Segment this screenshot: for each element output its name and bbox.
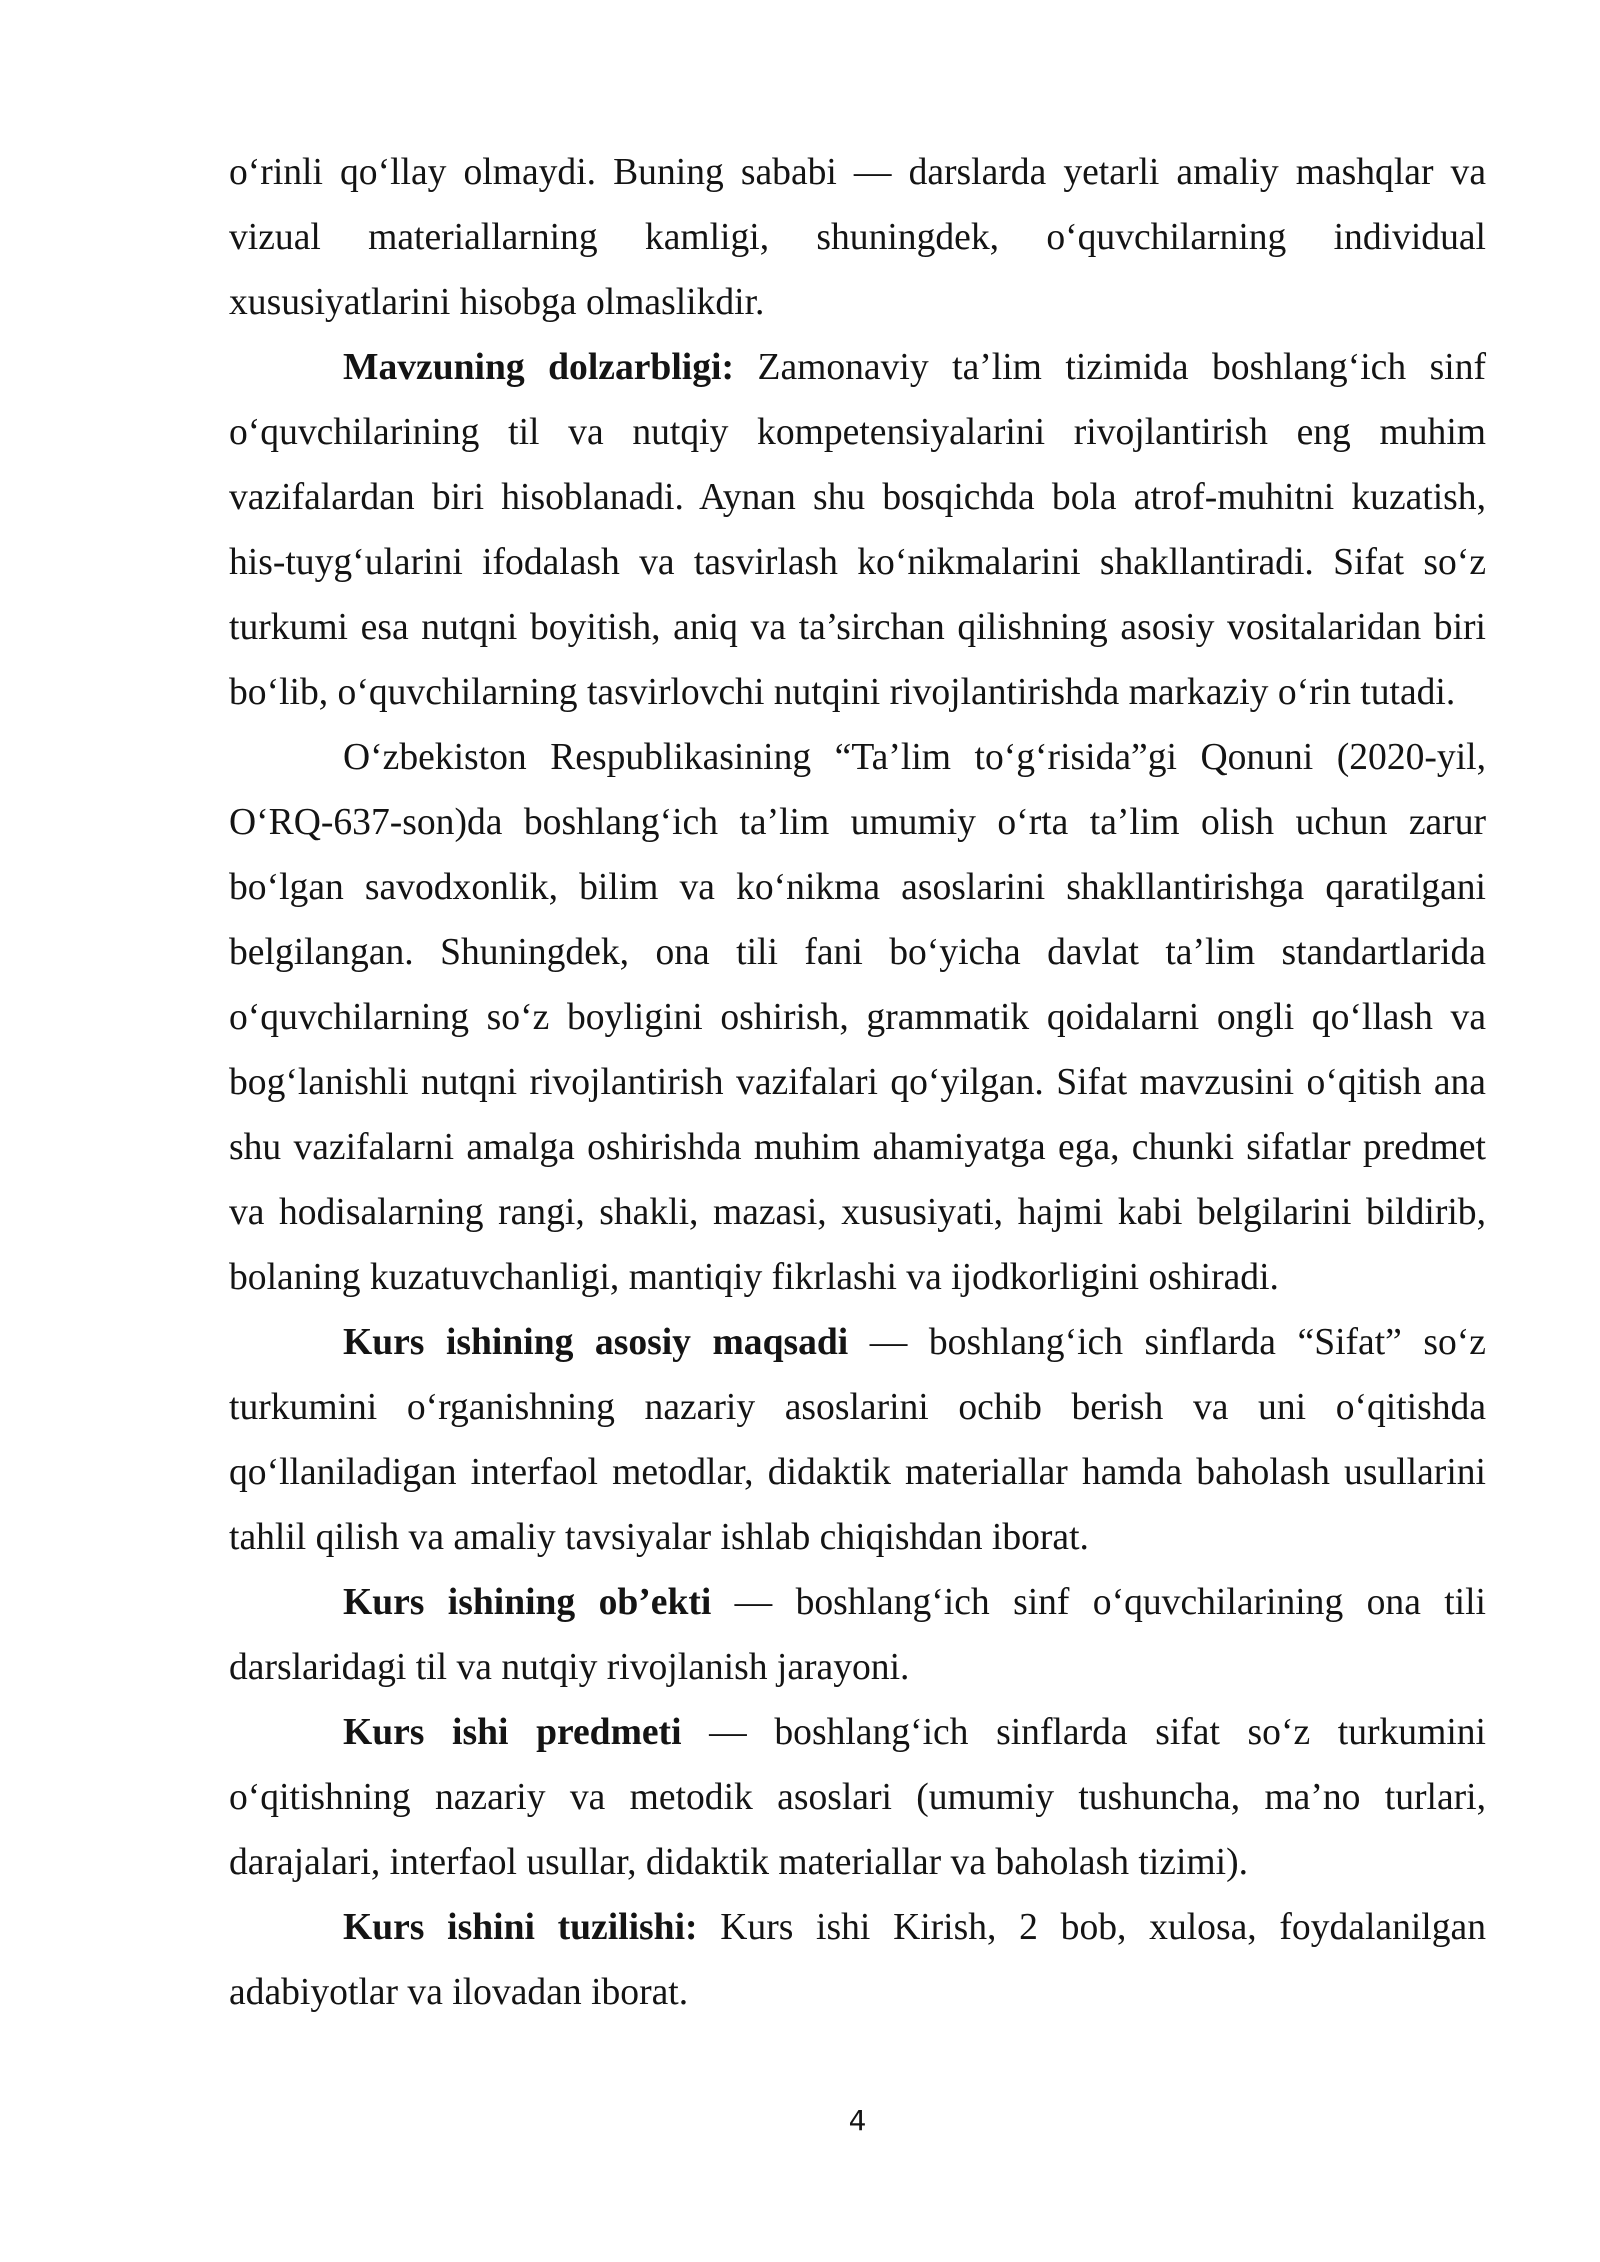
text-line: bo‘lgan savodxonlik, bilim va ko‘nikma asoslarini shakllantirishga qaratilgani	[229, 867, 1486, 908]
paragraph-main-goal	[229, 1310, 1486, 1570]
paragraph-lead-heading: Kurs ishi predmeti	[343, 1712, 682, 1753]
text-line: qo‘llaniladigan interfaol metodlar, didaktik materiallar hamda baholash usullarini	[229, 1452, 1486, 1493]
text-line	[229, 1700, 1486, 1765]
paragraph-structure	[229, 1895, 1486, 2025]
text-line: shu vazifalarni amalga oshirishda muhim ahamiyatga ega, chunki sifatlar predmet	[229, 1127, 1486, 1168]
text-line	[229, 335, 1486, 400]
text-line: O‘zbekiston Respublikasining “Ta’lim to‘g‘risida”gi Qonuni (2020-yil,	[343, 737, 1486, 778]
text-line: xususiyatlarini hisobga olmaslikdir.	[229, 282, 765, 323]
paragraph-object	[229, 1570, 1486, 1700]
text-line: darajalari, interfaol usullar, didaktik materiallar va baholash tizimi).	[229, 1842, 1248, 1883]
text-line: bog‘lanishli nutqni rivojlantirish vazifalari qo‘yilgan. Sifat mavzusini o‘qitish ana	[229, 1062, 1486, 1103]
text-line: darslaridagi til va nutqiy rivojlanish jarayoni.	[229, 1647, 910, 1688]
text-line: turkumini o‘rganishning nazariy asoslarini ochib berish va uni o‘qitishda	[229, 1387, 1486, 1428]
paragraph-lead-heading: Kurs ishining ob’ekti	[343, 1582, 712, 1623]
text-line	[229, 1570, 1486, 1635]
text-line: vazifalardan biri hisoblanadi. Aynan shu bosqichda bola atrof-muhitni kuzatish,	[229, 477, 1486, 518]
text-line: va hodisalarning rangi, shakli, mazasi, xususiyati, hajmi kabi belgilarini bildirib,	[229, 1192, 1486, 1233]
paragraph-lead-heading: Mavzuning dolzarbligi:	[343, 347, 734, 388]
paragraph-legal-basis	[229, 725, 1486, 1310]
text-line: belgilangan. Shuningdek, ona tili fani bo‘yicha davlat ta’lim standartlarida	[229, 932, 1486, 973]
text-line: bolaning kuzatuvchanligi, mantiqiy fikrlashi va ijodkorligini oshiradi.	[229, 1257, 1279, 1298]
text-line-content: — boshlang‘ich sinflarda “Sifat” so‘z	[869, 1322, 1486, 1363]
text-line: bo‘lib, o‘quvchilarning tasvirlovchi nutqini rivojlantirishda markaziy o‘rin tutadi.	[229, 672, 1456, 713]
text-line	[229, 1895, 1486, 1960]
paragraph-topic-relevance	[229, 335, 1486, 725]
text-line: o‘qitishning nazariy va metodik asoslari (umumiy tushuncha, ma’no turlari,	[229, 1777, 1486, 1818]
text-line-content: Kurs ishi Kirish, 2 bob, xulosa, foydalanilgan	[720, 1907, 1486, 1948]
text-line-content: — boshlang‘ich sinflarda sifat so‘z turkumini	[709, 1712, 1486, 1753]
text-line: vizual materiallarning kamligi, shuningdek, o‘quvchilarning individual	[229, 217, 1486, 258]
text-line-content: — boshlang‘ich sinf o‘quvchilarining ona tili	[734, 1582, 1486, 1623]
text-line: o‘quvchilarining til va nutqiy kompetensiyalarini rivojlantirish eng muhim	[229, 412, 1486, 453]
paragraph-lead-heading: Kurs ishini tuzilishi:	[343, 1907, 698, 1948]
text-line: o‘quvchilarning so‘z boyligini oshirish, grammatik qoidalarni ongli qo‘llash va	[229, 997, 1486, 1038]
text-line	[229, 1310, 1486, 1375]
text-line: his-tuyg‘ularini ifodalash va tasvirlash ko‘nikmalarini shakllantiradi. Sifat so‘z	[229, 542, 1486, 583]
text-line-content: Zamonaviy ta’lim tizimida boshlang‘ich sinf	[757, 347, 1486, 388]
text-line: O‘RQ-637-son)da boshlang‘ich ta’lim umumiy o‘rta ta’lim olish uchun zarur	[229, 802, 1486, 843]
paragraph-continuation	[229, 140, 1486, 335]
page-number: 4	[848, 2104, 867, 2137]
text-line: turkumi esa nutqni boyitish, aniq va ta’sirchan qilishning asosiy vositalaridan biri	[229, 607, 1486, 648]
body-text	[229, 140, 1486, 2025]
text-line: adabiyotlar va ilovadan iborat.	[229, 1972, 689, 2013]
paragraph-lead-heading: Kurs ishining asosiy maqsadi	[343, 1322, 849, 1363]
text-line: o‘rinli qo‘llay olmaydi. Buning sababi — darslarda yetarli amaliy mashqlar va	[229, 152, 1486, 193]
text-line: tahlil qilish va amaliy tavsiyalar ishlab chiqishdan iborat.	[229, 1517, 1089, 1558]
paragraph-subject	[229, 1700, 1486, 1895]
